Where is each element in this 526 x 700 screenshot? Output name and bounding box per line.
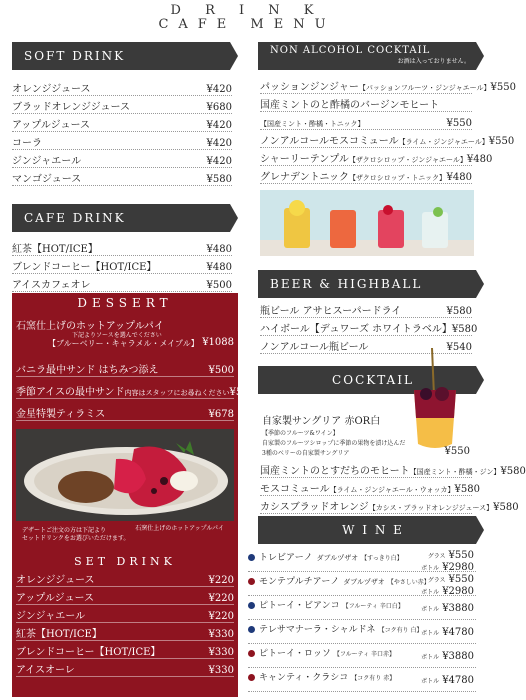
item-name: アイスカフェオレ	[12, 280, 91, 291]
item-name: ハイボール【デュワーズ ホワイトラベル】	[260, 324, 452, 335]
item-price: ¥420	[206, 84, 232, 95]
item-name-wrap	[16, 571, 95, 586]
item-name-wrap	[16, 361, 158, 376]
menu-row	[16, 571, 234, 587]
item-name-wrap	[16, 589, 94, 604]
cafe-drink-header	[12, 204, 230, 232]
menu-row	[12, 116, 232, 132]
item-name-wrap	[16, 643, 160, 658]
item-price: ¥330	[208, 629, 234, 640]
sangria-note2: 自家製のフルーツシロップに季節の果物を漬け込んだ	[262, 440, 406, 447]
item-name: アップルジュース	[12, 120, 90, 131]
wine-glass	[421, 550, 474, 562]
item-price: ¥480	[206, 244, 232, 255]
wine-name: ピトーイ・ビアンコ	[259, 601, 340, 611]
dessert-pie-sauce: 【ブルーベリー・キャラメル・メイプル】	[48, 339, 199, 348]
menu-row	[260, 462, 526, 478]
wine-type: ダブルヅザオ	[316, 554, 359, 562]
item-note: 【ザクロシロップ・トニック】	[349, 174, 447, 182]
item-name: ブレンドコーヒー【HOT/ICE】	[16, 647, 161, 658]
item-price: ¥550	[446, 118, 472, 129]
beer-title: BEER & HIGHBALL	[270, 277, 423, 291]
menu-title	[0, 4, 494, 32]
wine-bottle-price: ¥2980	[442, 586, 474, 597]
item-name: コーラ	[12, 138, 42, 149]
wine-header	[258, 516, 476, 544]
menu-row	[12, 134, 232, 150]
menu-row	[12, 276, 232, 292]
menu-row	[260, 302, 472, 318]
item-name-wrap	[260, 150, 467, 165]
item-note: 【パッションフルーツ・ジンジャエール】	[358, 84, 491, 92]
set-drink-header: SET DRINK	[74, 555, 176, 568]
soft-drink-title: SOFT DRINK	[24, 49, 126, 63]
sangria-note3: 3種のベリーの自家製サングリア	[262, 450, 350, 457]
item-note: 【国産ミント・酢橘・ジン】	[409, 468, 501, 476]
item-name: オレンジジュース	[12, 84, 91, 95]
wine-glass-label: グラス	[427, 577, 446, 584]
item-price: ¥500	[208, 365, 234, 376]
item-name-wrap	[260, 480, 455, 495]
item-name: モスコミュール	[260, 484, 330, 495]
item-note: 【カシス・ブラッドオレンジジュース】	[368, 504, 494, 512]
item-name: 金星特製ティラミス	[16, 409, 106, 420]
wine-row	[248, 670, 476, 692]
item-name: シャーリーテンプル	[260, 154, 349, 165]
item-name-wrap	[260, 132, 489, 147]
wine-bottle-label: ボトル	[421, 630, 440, 637]
item-name-wrap	[260, 78, 491, 93]
wine-prices	[421, 574, 474, 598]
soft-drink-header	[12, 42, 230, 70]
wine-bottle-price: ¥2980	[442, 562, 474, 573]
wine-color-dot	[248, 554, 255, 561]
dessert-header: DESSERT	[77, 296, 173, 310]
wine-bottle	[421, 586, 474, 598]
item-price: ¥480	[446, 172, 472, 183]
non-alcohol-title: NON ALCOHOL COCKTAIL	[270, 45, 431, 56]
item-name: 紅茶【HOT/ICE】	[12, 244, 98, 255]
item-name: ブレンドコーヒー【HOT/ICE】	[12, 262, 157, 273]
wine-name: トレビアーノ	[259, 553, 313, 563]
item-name: バニラ最中サンド はちみつ添え	[16, 365, 159, 376]
item-price: ¥480	[466, 154, 493, 165]
wine-note: 【フルーティ 辛口赤】	[333, 651, 396, 658]
wine-bottle	[421, 562, 474, 574]
menu-row	[260, 96, 472, 112]
item-name: 国産ミントのとすだちのモヒート	[260, 466, 410, 477]
wine-color-dot	[248, 674, 255, 681]
item-name: ブラッドオレンジジュース	[12, 102, 131, 113]
menu-row	[16, 589, 234, 605]
menu-row	[16, 607, 234, 623]
menu-row	[260, 78, 516, 94]
item-price: ¥580	[206, 174, 232, 185]
menu-row	[260, 150, 493, 166]
menu-row	[16, 625, 234, 641]
wine-bottle-price: ¥4780	[442, 627, 474, 638]
item-name-wrap	[16, 661, 75, 676]
item-price: ¥580	[493, 502, 519, 513]
item-price: ¥420	[206, 138, 232, 149]
wine-name: キャンティ・クラシコ	[259, 673, 349, 683]
item-price: ¥330	[208, 665, 234, 676]
item-price: ¥330	[208, 647, 234, 658]
wine-bottle	[421, 675, 474, 687]
wine-row	[248, 622, 476, 644]
wine-row	[248, 646, 476, 668]
wine-bottle-price: ¥4780	[442, 675, 474, 686]
cafe-drink-title: CAFE DRINK	[24, 211, 126, 225]
apple-pie-photo	[16, 429, 234, 521]
item-name: マンゴジュース	[12, 174, 82, 185]
wine-note: 【コク有り 赤】	[351, 675, 396, 682]
wine-bottle-label: ボトル	[421, 606, 440, 613]
wine-color-dot	[248, 578, 255, 585]
item-price: ¥420	[206, 156, 232, 167]
item-price: ¥580	[500, 466, 526, 477]
wine-glass-price: ¥550	[448, 574, 474, 585]
menu-row	[260, 320, 478, 336]
wine-bottle-label: ボトル	[421, 589, 440, 596]
wine-glass-label: グラス	[427, 553, 446, 560]
wine-title: W I N E	[342, 523, 404, 537]
menu-row	[16, 643, 234, 659]
wine-bottle-price: ¥3880	[442, 651, 474, 662]
menu-row	[12, 170, 232, 186]
menu-row	[16, 357, 234, 377]
wine-color-dot	[248, 650, 255, 657]
item-price: ¥580	[446, 306, 472, 317]
wine-row	[248, 598, 476, 620]
wine-prices	[421, 670, 474, 687]
item-name: グレナデントニック	[260, 172, 349, 183]
menu-row	[260, 480, 480, 496]
wine-bottle-label: ボトル	[421, 565, 440, 572]
item-name: オレンジジュース	[16, 575, 95, 586]
item-price: ¥500	[206, 280, 232, 291]
item-name: パッションジンジャー	[260, 82, 359, 93]
item-name: 瓶ビール アサヒスーパードライ	[260, 306, 402, 317]
item-price: ¥220	[208, 611, 234, 622]
menu-row	[260, 168, 472, 184]
item-price: ¥678	[208, 409, 234, 420]
dessert-pie-note: 下記よりソースを選んでください	[72, 332, 162, 339]
item-name: 紅茶【HOT/ICE】	[16, 629, 102, 640]
item-price: ¥540	[446, 342, 472, 353]
menu-row	[260, 132, 515, 148]
item-price: ¥680	[206, 102, 232, 113]
menu-row	[12, 98, 232, 114]
sangria-name: 自家製サングリア 赤OR白	[262, 416, 381, 427]
menu-row	[16, 379, 255, 399]
non-alcohol-header	[258, 42, 476, 70]
wine-row	[248, 574, 476, 596]
item-name: 国産ミントのと酢橘のバージンモヒート	[260, 100, 440, 111]
menu-row	[260, 114, 472, 130]
sangria-price: ¥550	[444, 446, 470, 457]
item-price: ¥220	[208, 575, 234, 586]
wine-bottle	[421, 651, 474, 663]
dessert-set-note2: セットドリンクをお選びいただけます。	[22, 535, 130, 542]
wine-bottle	[421, 627, 474, 639]
wine-bottle-price: ¥3880	[442, 603, 474, 614]
item-name-wrap	[16, 383, 230, 398]
title-line2: CAFE MENU	[158, 17, 336, 32]
wine-prices	[421, 622, 474, 639]
item-name: ジンジャエール	[16, 611, 86, 622]
wine-prices	[421, 550, 474, 574]
cocktail-title: COCKTAIL	[332, 373, 414, 387]
sangria-glass-photo	[406, 348, 464, 452]
dessert-pie-name: 石窯仕上げのホットアップルパイ	[16, 321, 164, 332]
item-note: 【国産ミント・酢橘・トニック】	[260, 120, 365, 128]
menu-row	[12, 80, 232, 96]
wine-type: ダブルヅザオ	[343, 578, 385, 586]
item-name-wrap	[260, 462, 500, 477]
sangria-note1: 【季節のフルーツ&ワイン】	[262, 430, 339, 437]
item-note: 【ライム・ジンジャエール・ウォッカ】	[329, 486, 455, 494]
wine-prices	[421, 646, 474, 663]
item-name: カシスブラッドオレンジ	[260, 502, 369, 513]
item-name: ノンアルコール瓶ビール	[260, 342, 369, 353]
wine-prices	[421, 598, 474, 615]
wine-bottle	[421, 603, 474, 615]
item-price: ¥220	[208, 593, 234, 604]
dessert-set-note1: デザートご注文の方は下記より	[22, 527, 107, 534]
item-name: アップルジュース	[16, 593, 94, 604]
item-name: 季節アイスの最中サンド	[16, 387, 125, 398]
item-price: ¥420	[206, 120, 232, 131]
item-name-wrap	[260, 118, 364, 129]
item-note: 内容はスタッフにお尋ねください	[124, 389, 230, 397]
menu-row	[16, 661, 234, 677]
wine-bottle-label: ボトル	[421, 654, 440, 661]
item-note: 【ザクロシロップ・ジンジャエール】	[348, 156, 467, 164]
non-alcohol-sub: お酒は入っておりません。	[397, 58, 470, 65]
wine-row	[248, 550, 476, 572]
item-price: ¥480	[206, 262, 232, 273]
item-price: ¥550	[488, 136, 515, 147]
wine-name: テレサマナーラ・シャルドネ	[259, 625, 376, 635]
wine-note: 【やさしい赤】	[387, 579, 430, 586]
menu-row	[260, 498, 519, 514]
wine-glass-price: ¥550	[448, 550, 474, 561]
item-price: ¥550	[490, 82, 516, 93]
mocktail-photo	[260, 190, 474, 256]
item-name: アイスオーレ	[16, 665, 75, 676]
beer-header	[258, 270, 476, 298]
dessert-panel	[12, 293, 255, 697]
item-name-wrap	[16, 625, 102, 640]
wine-color-dot	[248, 602, 255, 609]
item-name-wrap	[260, 498, 493, 513]
item-name: ジンジャエール	[12, 156, 82, 167]
item-price: ¥580	[451, 324, 478, 335]
menu-row	[16, 401, 234, 421]
item-name: ノンアルコールモスコミュール	[260, 136, 399, 147]
wine-bottle-label: ボトル	[421, 678, 440, 685]
title-line1: D R I N K	[170, 3, 324, 18]
dessert-photo-caption: 石窯仕上げのホットアップルパイ	[135, 525, 224, 532]
item-name-wrap	[260, 168, 446, 183]
menu-row	[12, 258, 232, 274]
wine-color-dot	[248, 626, 255, 633]
item-name-wrap	[16, 607, 85, 622]
wine-name: ピトーイ・ロッソ	[259, 649, 331, 659]
wine-note: 【すっきり白】	[361, 555, 403, 562]
wine-glass	[421, 574, 474, 586]
wine-name: モンテプルチアーノ	[259, 577, 340, 587]
item-price: ¥580	[229, 387, 255, 398]
dessert-pie-price: ¥1088	[202, 337, 234, 348]
menu-row	[12, 240, 232, 256]
wine-note: 【フルーティ 辛口白】	[342, 603, 404, 610]
menu-row	[12, 152, 232, 168]
item-note: 【ライム・ジンジャエール】	[398, 138, 489, 146]
item-name-wrap	[16, 405, 105, 420]
item-price: ¥580	[454, 484, 480, 495]
wine-note: 【コク有り 白】	[378, 627, 423, 634]
